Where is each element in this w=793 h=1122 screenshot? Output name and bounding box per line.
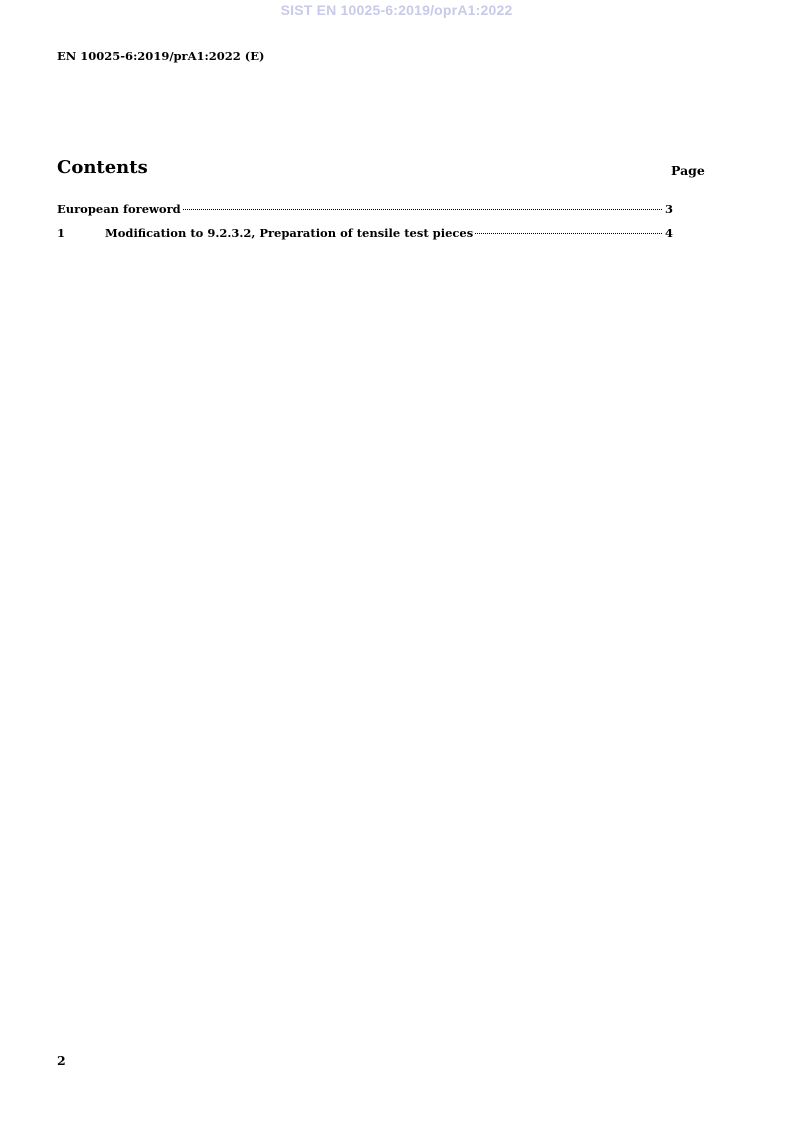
toc-entry-page: 3 bbox=[664, 202, 673, 216]
toc-entry-number: 1 bbox=[57, 226, 66, 240]
page-column-label: Page bbox=[671, 163, 705, 178]
contents-heading: Contents bbox=[57, 157, 148, 178]
toc-entry-european-foreword[interactable] bbox=[57, 202, 673, 226]
toc-entry-modification[interactable] bbox=[57, 226, 673, 250]
toc-entry-title: European foreword bbox=[57, 202, 181, 216]
table-of-contents bbox=[57, 202, 673, 250]
toc-entry-title: Modification to 9.2.3.2, Preparation of tensile test pieces bbox=[105, 226, 474, 240]
toc-dot-leader bbox=[183, 209, 662, 210]
toc-dot-leader bbox=[475, 233, 662, 234]
page-number: 2 bbox=[57, 1053, 66, 1068]
document-id: EN 10025-6:2019/prA1:2022 (E) bbox=[57, 49, 265, 63]
toc-entry-page: 4 bbox=[664, 226, 673, 240]
watermark-text: SIST EN 10025-6:2019/oprA1:2022 bbox=[280, 2, 513, 18]
